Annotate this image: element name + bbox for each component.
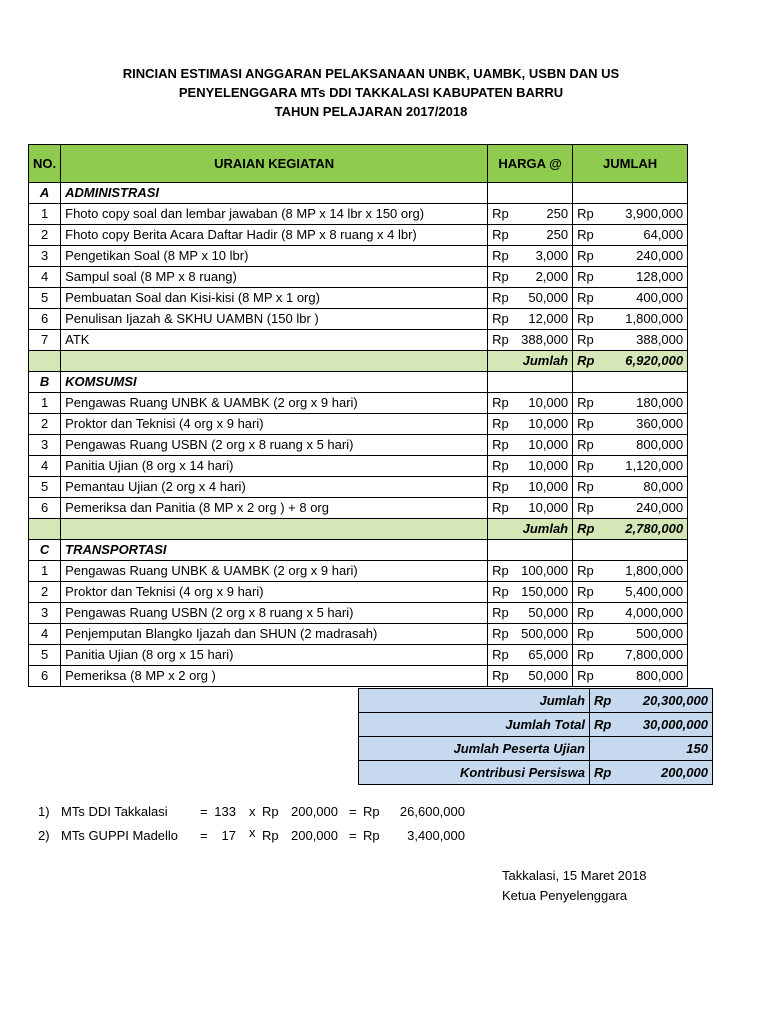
calc-eq2: =: [349, 828, 357, 843]
table-row: [29, 246, 688, 267]
calc-idx: 1): [38, 804, 50, 819]
header-jumlah: JUMLAH: [573, 145, 688, 183]
table-row: [29, 393, 688, 414]
row-number: 1: [29, 561, 61, 582]
calc-rp2: Rp: [363, 804, 380, 819]
price-value: 50,000: [528, 668, 569, 683]
price-value: 10,000: [528, 458, 569, 473]
calc-rp1: Rp: [262, 828, 279, 843]
currency-label: Rp: [492, 269, 509, 284]
table-row: [29, 414, 688, 435]
table-row: [29, 477, 688, 498]
currency-label: Rp: [577, 290, 594, 305]
row-total: [573, 624, 688, 645]
row-description: ATK: [61, 330, 488, 351]
empty-cell: [61, 351, 488, 372]
row-description: Pengawas Ruang UNBK & UAMBK (2 org x 9 hari): [61, 561, 488, 582]
row-number: 5: [29, 645, 61, 666]
currency-label: Rp: [492, 416, 509, 431]
section-code: C: [29, 540, 61, 561]
currency-label: Rp: [492, 437, 509, 452]
row-price: [488, 603, 573, 624]
calc-count: 133: [214, 804, 236, 819]
total-value: 3,900,000: [625, 206, 684, 221]
row-number: 4: [29, 456, 61, 477]
row-description: Penulisan Ijazah & SKHU UAMBN (150 lbr ): [61, 309, 488, 330]
summary-value: [590, 761, 713, 785]
currency-label: Rp: [492, 647, 509, 662]
summary-body: [359, 689, 713, 785]
row-price: [488, 435, 573, 456]
row-number: 3: [29, 435, 61, 456]
currency-label: Rp: [492, 479, 509, 494]
empty-cell: [488, 540, 573, 561]
summary-label: Jumlah: [359, 689, 590, 713]
budget-table: [28, 144, 688, 687]
row-total: [573, 225, 688, 246]
calc-count: 17: [221, 828, 236, 843]
currency-label: Rp: [492, 563, 509, 578]
row-total: [573, 288, 688, 309]
signature-place-date: Takkalasi, 15 Maret 2018: [502, 868, 647, 883]
row-price: [488, 456, 573, 477]
section-code: B: [29, 372, 61, 393]
total-value: 1,120,000: [625, 458, 684, 473]
summary-label: Jumlah Peserta Ujian: [359, 737, 590, 761]
empty-cell: [29, 519, 61, 540]
row-number: 5: [29, 288, 61, 309]
currency-label: Rp: [492, 332, 509, 347]
currency-label: Rp: [577, 437, 594, 452]
row-price: [488, 288, 573, 309]
row-price: [488, 393, 573, 414]
currency-label: Rp: [492, 626, 509, 641]
subtotal-value: [573, 519, 688, 540]
price-value: 500,000: [521, 626, 569, 641]
price-value: 10,000: [528, 395, 569, 410]
document-title: [0, 64, 742, 121]
currency-label: Rp: [577, 584, 594, 599]
summary-value: [590, 737, 713, 761]
section-name: KOMSUMSI: [61, 372, 488, 393]
row-price: [488, 246, 573, 267]
row-price: [488, 414, 573, 435]
currency-label: Rp: [594, 765, 612, 780]
price-value: 10,000: [528, 500, 569, 515]
currency-label: Rp: [492, 668, 509, 683]
section-name: ADMINISTRASI: [61, 183, 488, 204]
row-total: [573, 603, 688, 624]
subtotal-label: Jumlah: [488, 351, 573, 372]
currency-label: Rp: [577, 227, 594, 242]
subtotal-label: Jumlah: [488, 519, 573, 540]
row-description: Pengetikan Soal (8 MP x 10 lbr): [61, 246, 488, 267]
table-row: [29, 267, 688, 288]
currency-label: Rp: [577, 647, 594, 662]
currency-label: Rp: [577, 668, 594, 683]
empty-cell: [573, 540, 688, 561]
header-no: NO.: [29, 145, 61, 183]
title-line-2: PENYELENGGARA MTs DDI TAKKALASI KABUPATEN BARRU: [178, 85, 564, 100]
currency-label: Rp: [577, 479, 594, 494]
calculation-line: [38, 804, 478, 824]
total-value: 1,800,000: [625, 563, 684, 578]
row-price: [488, 267, 573, 288]
total-value: 80,000: [643, 479, 684, 494]
row-description: Panitia Ujian (8 org x 15 hari): [61, 645, 488, 666]
total-value: 400,000: [636, 290, 684, 305]
total-value: 180,000: [636, 395, 684, 410]
currency-label: Rp: [577, 563, 594, 578]
price-value: 65,000: [528, 647, 569, 662]
calc-rp1: Rp: [262, 804, 279, 819]
row-description: Pengawas Ruang USBN (2 org x 8 ruang x 5 hari): [61, 603, 488, 624]
total-value: 1,800,000: [625, 311, 684, 326]
table-row: [29, 666, 688, 687]
price-value: 10,000: [528, 416, 569, 431]
table-row: [29, 330, 688, 351]
row-number: 6: [29, 498, 61, 519]
currency-label: Rp: [594, 693, 612, 708]
row-price: [488, 582, 573, 603]
summary-amount: 200,000: [661, 765, 708, 780]
calc-result: 3,400,000: [407, 828, 465, 843]
currency-label: Rp: [492, 584, 509, 599]
row-description: Fhoto copy Berita Acara Daftar Hadir (8 MP x 8 ruang x 4 lbr): [61, 225, 488, 246]
row-price: [488, 498, 573, 519]
row-description: Pengawas Ruang USBN (2 org x 8 ruang x 5 hari): [61, 435, 488, 456]
total-value: 64,000: [643, 227, 684, 242]
total-value: 500,000: [636, 626, 684, 641]
subtotal-value: [573, 351, 688, 372]
row-number: 4: [29, 267, 61, 288]
empty-cell: [61, 519, 488, 540]
currency-label: Rp: [492, 227, 509, 242]
currency-label: Rp: [492, 500, 509, 515]
table-row: [29, 309, 688, 330]
row-total: [573, 414, 688, 435]
total-value: 128,000: [636, 269, 684, 284]
subtotal-row: [29, 519, 688, 540]
total-value: 240,000: [636, 500, 684, 515]
calc-x: x: [249, 825, 256, 840]
price-value: 2,000: [535, 269, 569, 284]
empty-cell: [573, 183, 688, 204]
summary-label: Jumlah Total: [359, 713, 590, 737]
price-value: 10,000: [528, 479, 569, 494]
section-row: [29, 540, 688, 561]
calc-x: x: [249, 804, 256, 819]
header-uraian: URAIAN KEGIATAN: [61, 145, 488, 183]
row-description: Fhoto copy soal dan lembar jawaban (8 MP x 14 lbr x 150 org): [61, 204, 488, 225]
currency-label: Rp: [492, 248, 509, 263]
row-description: Proktor dan Teknisi (4 org x 9 hari): [61, 582, 488, 603]
row-number: 2: [29, 582, 61, 603]
signature-role: Ketua Penyelenggara: [502, 888, 628, 903]
total-value: 5,400,000: [625, 584, 684, 599]
section-code: A: [29, 183, 61, 204]
calc-unit: 200,000: [291, 804, 338, 819]
subtotal-amount: 6,920,000: [625, 353, 684, 368]
row-number: 1: [29, 204, 61, 225]
price-value: 388,000: [521, 332, 569, 347]
row-price: [488, 309, 573, 330]
calc-school: MTs GUPPI Madello: [61, 828, 179, 843]
row-total: [573, 582, 688, 603]
table-row: [29, 561, 688, 582]
table-row: [29, 582, 688, 603]
table-row: [29, 498, 688, 519]
signature-block: [502, 866, 647, 906]
table-row: [29, 435, 688, 456]
row-total: [573, 309, 688, 330]
row-description: Pemeriksa (8 MP x 2 org ): [61, 666, 488, 687]
currency-label: Rp: [577, 458, 594, 473]
subtotal-row: [29, 351, 688, 372]
currency-label: Rp: [577, 395, 594, 410]
price-value: 100,000: [521, 563, 569, 578]
summary-value: [590, 713, 713, 737]
currency-label: Rp: [577, 521, 595, 536]
header-harga: HARGA @: [488, 145, 573, 183]
currency-label: Rp: [594, 717, 612, 732]
row-total: [573, 498, 688, 519]
calc-unit: 200,000: [291, 828, 338, 843]
section-name: TRANSPORTASI: [61, 540, 488, 561]
row-total: [573, 435, 688, 456]
price-value: 50,000: [528, 605, 569, 620]
row-description: Pembuatan Soal dan Kisi-kisi (8 MP x 1 org): [61, 288, 488, 309]
row-number: 2: [29, 225, 61, 246]
row-price: [488, 645, 573, 666]
table-row: [29, 624, 688, 645]
table-row: [29, 645, 688, 666]
row-total: [573, 330, 688, 351]
currency-label: Rp: [577, 332, 594, 347]
section-row: [29, 183, 688, 204]
calc-eq2: =: [349, 804, 357, 819]
row-number: 6: [29, 309, 61, 330]
calc-result: 26,600,000: [399, 804, 465, 819]
row-number: 3: [29, 246, 61, 267]
row-total: [573, 393, 688, 414]
row-total: [573, 456, 688, 477]
summary-amount: 30,000,000: [642, 717, 708, 732]
currency-label: Rp: [577, 269, 594, 284]
currency-label: Rp: [492, 311, 509, 326]
currency-label: Rp: [492, 395, 509, 410]
summary-label: Kontribusi Persiswa: [359, 761, 590, 785]
title-line-1: RINCIAN ESTIMASI ANGGARAN PELAKSANAAN UNBK, UAMBK, USBN DAN US: [122, 66, 620, 81]
table-header-row: [29, 145, 688, 183]
row-total: [573, 645, 688, 666]
row-price: [488, 225, 573, 246]
row-description: Sampul soal (8 MP x 8 ruang): [61, 267, 488, 288]
currency-label: Rp: [492, 206, 509, 221]
total-value: 360,000: [636, 416, 684, 431]
price-value: 250: [546, 206, 569, 221]
table-row: [29, 225, 688, 246]
summary-table: [358, 688, 713, 785]
row-number: 7: [29, 330, 61, 351]
row-price: [488, 666, 573, 687]
currency-label: Rp: [577, 311, 594, 326]
currency-label: Rp: [577, 248, 594, 263]
total-value: 7,800,000: [625, 647, 684, 662]
summary-amount: 20,300,000: [642, 693, 708, 708]
price-value: 10,000: [528, 437, 569, 452]
row-total: [573, 204, 688, 225]
summary-row: [359, 761, 713, 785]
total-value: 388,000: [636, 332, 684, 347]
currency-label: Rp: [577, 605, 594, 620]
row-number: 5: [29, 477, 61, 498]
currency-label: Rp: [577, 353, 595, 368]
price-value: 50,000: [528, 290, 569, 305]
row-price: [488, 624, 573, 645]
subtotal-amount: 2,780,000: [625, 521, 684, 536]
row-number: 6: [29, 666, 61, 687]
currency-label: Rp: [577, 500, 594, 515]
table-row: [29, 456, 688, 477]
currency-label: Rp: [577, 416, 594, 431]
table-body: [29, 183, 688, 687]
row-price: [488, 204, 573, 225]
summary-row: [359, 713, 713, 737]
row-total: [573, 666, 688, 687]
row-description: Pengawas Ruang UNBK & UAMBK (2 org x 9 hari): [61, 393, 488, 414]
calc-school: MTs DDI Takkalasi: [61, 804, 168, 819]
row-number: 4: [29, 624, 61, 645]
empty-cell: [573, 372, 688, 393]
row-description: Pemantau Ujian (2 org x 4 hari): [61, 477, 488, 498]
summary-row: [359, 737, 713, 761]
row-price: [488, 330, 573, 351]
table-row: [29, 204, 688, 225]
calc-eq: =: [200, 828, 208, 843]
currency-label: Rp: [577, 206, 594, 221]
currency-label: Rp: [492, 290, 509, 305]
row-description: Pemeriksa dan Panitia (8 MP x 2 org ) + 8 org: [61, 498, 488, 519]
summary-row: [359, 689, 713, 713]
section-row: [29, 372, 688, 393]
currency-label: Rp: [577, 626, 594, 641]
row-total: [573, 561, 688, 582]
calc-idx: 2): [38, 828, 50, 843]
currency-label: Rp: [492, 458, 509, 473]
empty-cell: [29, 351, 61, 372]
total-value: 800,000: [636, 668, 684, 683]
empty-cell: [488, 372, 573, 393]
price-value: 250: [546, 227, 569, 242]
currency-label: Rp: [492, 605, 509, 620]
row-number: 1: [29, 393, 61, 414]
table-row: [29, 603, 688, 624]
total-value: 4,000,000: [625, 605, 684, 620]
summary-value: [590, 689, 713, 713]
calc-rp2: Rp: [363, 828, 380, 843]
row-total: [573, 246, 688, 267]
calc-eq: =: [200, 804, 208, 819]
row-description: Proktor dan Teknisi (4 org x 9 hari): [61, 414, 488, 435]
row-number: 3: [29, 603, 61, 624]
empty-cell: [488, 183, 573, 204]
calculation-line: [38, 825, 478, 848]
row-number: 2: [29, 414, 61, 435]
row-total: [573, 267, 688, 288]
total-value: 240,000: [636, 248, 684, 263]
price-value: 3,000: [535, 248, 569, 263]
price-value: 150,000: [521, 584, 569, 599]
row-price: [488, 477, 573, 498]
row-description: Panitia Ujian (8 org x 14 hari): [61, 456, 488, 477]
row-description: Penjemputan Blangko Ijazah dan SHUN (2 madrasah): [61, 624, 488, 645]
row-price: [488, 561, 573, 582]
summary-amount: 150: [686, 741, 708, 756]
table-row: [29, 288, 688, 309]
row-total: [573, 477, 688, 498]
total-value: 800,000: [636, 437, 684, 452]
title-line-3: TAHUN PELAJARAN 2017/2018: [274, 104, 468, 119]
price-value: 12,000: [528, 311, 569, 326]
